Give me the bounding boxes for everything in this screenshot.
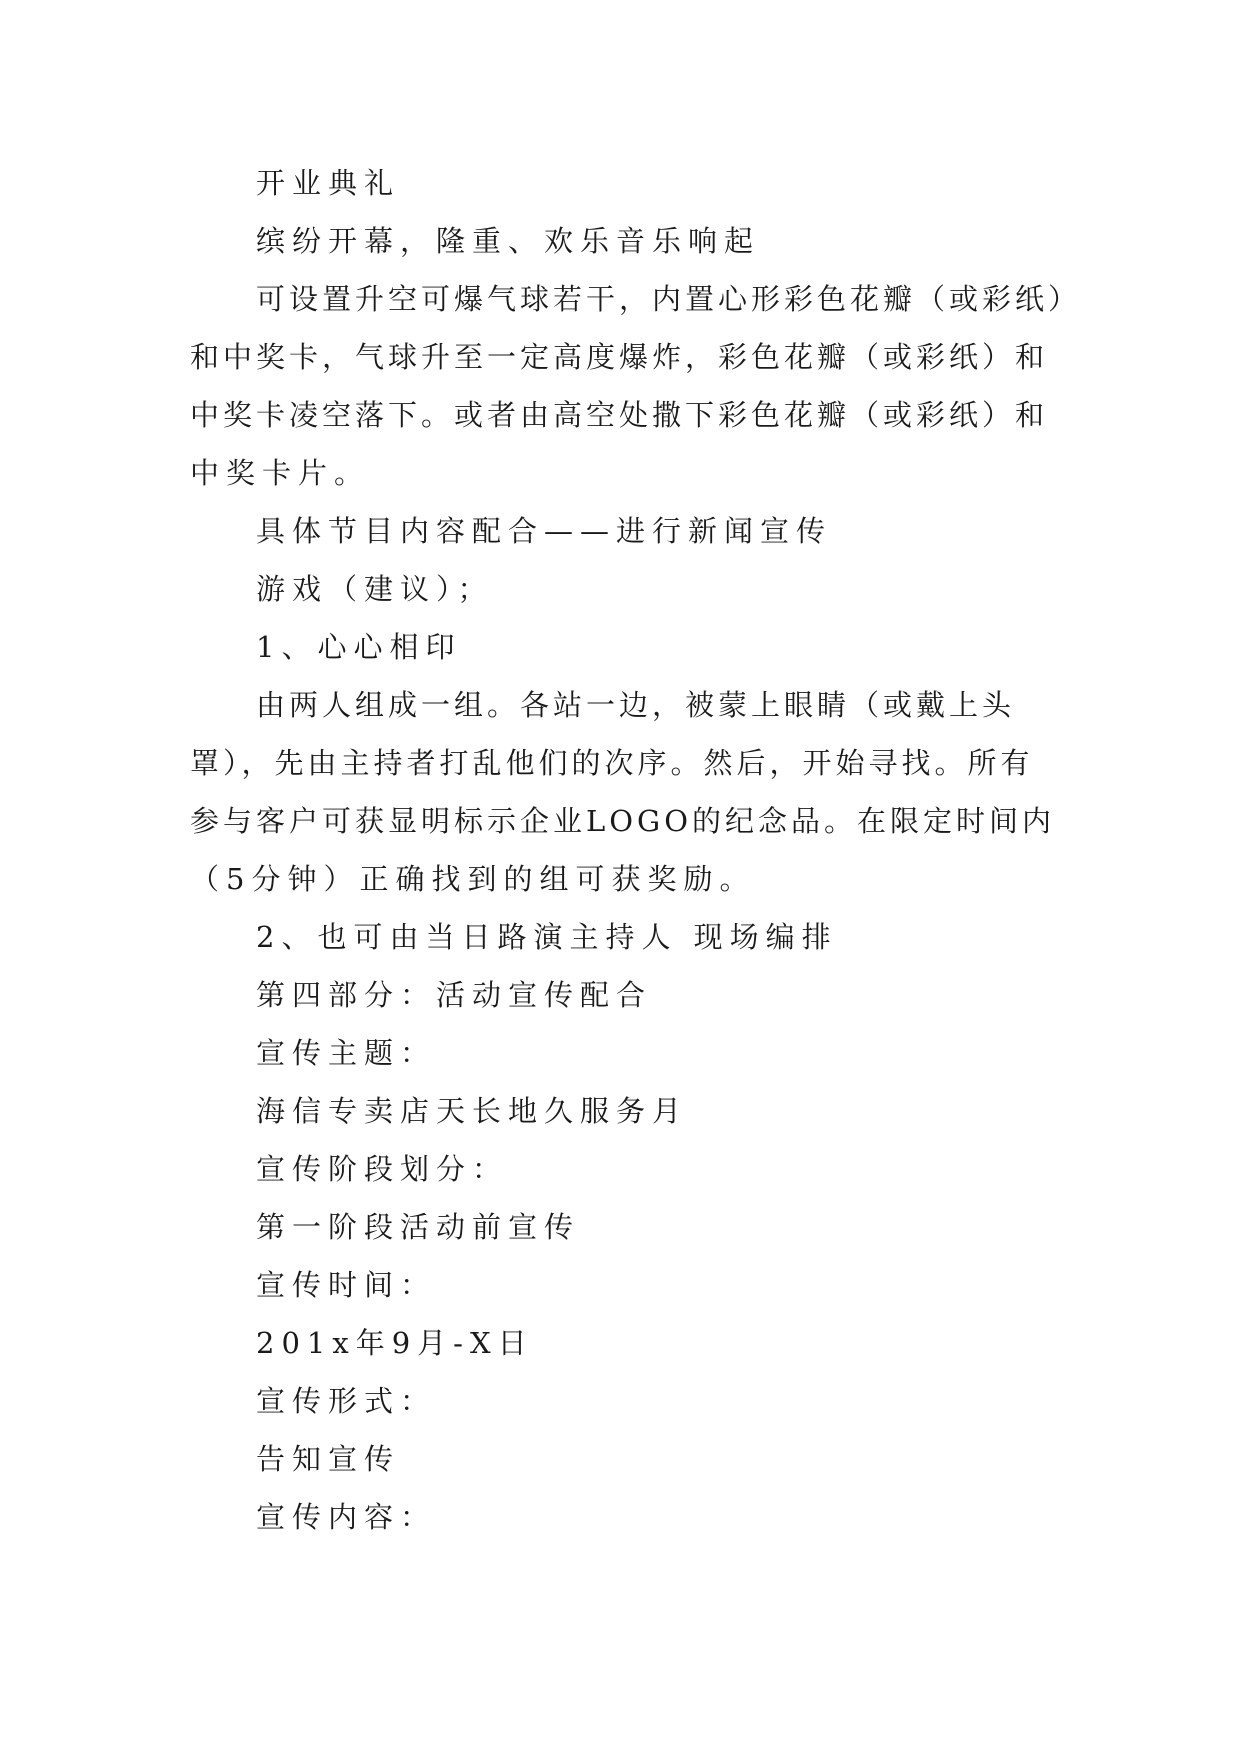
paragraph-line: 中奖卡片。 [190, 456, 371, 490]
paragraph-line: 宣传阶段划分： [256, 1152, 509, 1186]
paragraph-line: 由两人组成一组。各站一边，被蒙上眼睛（或戴上头 [256, 688, 1016, 722]
paragraph-line: 具体节目内容配合——进行新闻宣传 [256, 514, 833, 548]
paragraph-line: 缤纷开幕，隆重、欢乐音乐响起 [256, 224, 761, 258]
paragraph-line: 开业典礼 [256, 166, 401, 200]
paragraph-line: 宣传主题： [256, 1036, 437, 1070]
paragraph-line: 罩），先由主持者打乱他们的次序。然后，开始寻找。所有 [190, 746, 1034, 780]
paragraph-line: 和中奖卡，气球升至一定高度爆炸，彩色花瓣（或彩纸）和 [190, 340, 1049, 374]
paragraph-line: 宣传形式： [256, 1384, 437, 1418]
paragraph-line: 宣传时间： [256, 1268, 437, 1302]
paragraph-line: 中奖卡凌空落下。或者由高空处撒下彩色花瓣（或彩纸）和 [190, 398, 1049, 432]
paragraph-line: 宣传内容： [256, 1500, 437, 1534]
paragraph-line: （5分钟）正确找到的组可获奖励。 [190, 862, 756, 896]
paragraph-line: 参与客户可获显明标示企业LOGO的纪念品。在限定时间内 [190, 804, 1055, 838]
paragraph-line: 第四部分：活动宣传配合 [256, 978, 653, 1012]
paragraph-line: 1、心心相印 [256, 630, 462, 664]
paragraph-line: 201x年9月-X日 [256, 1326, 534, 1360]
paragraph-line: 可设置升空可爆气球若干，内置心形彩色花瓣（或彩纸） [256, 282, 1082, 316]
paragraph-line: 2、也可由当日路演主持人 现场编排 [256, 920, 838, 954]
paragraph-line: 海信专卖店天长地久服务月 [256, 1094, 689, 1128]
paragraph-line: 游戏（建议）； [256, 572, 494, 606]
paragraph-line: 告知宣传 [256, 1442, 401, 1476]
paragraph-line: 第一阶段活动前宣传 [256, 1210, 581, 1244]
